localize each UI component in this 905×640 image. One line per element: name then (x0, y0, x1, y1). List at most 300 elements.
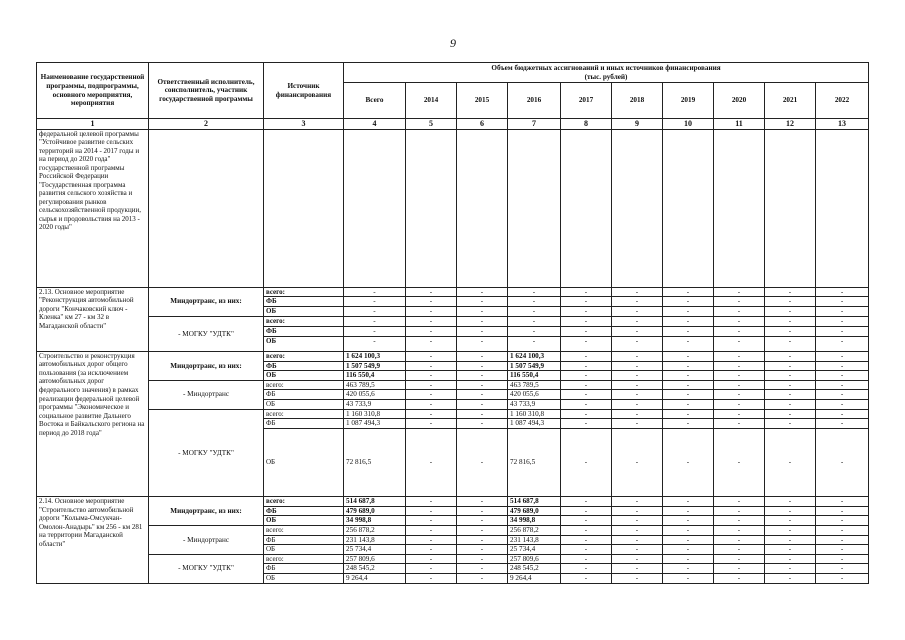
value-total: 248 545,2 (344, 564, 406, 574)
source-type: ОБ (264, 306, 344, 316)
executor-mindortrans: Миндортранс, из них: (149, 497, 264, 526)
empty-value-dash: - (714, 525, 765, 535)
empty-value-dash: - (344, 316, 406, 326)
source-type: всего: (264, 409, 344, 419)
column-number: 1 (37, 119, 149, 130)
column-number: 2 (149, 119, 264, 130)
empty-value-dash: - (344, 287, 406, 297)
header-total: Всего (344, 83, 406, 119)
empty-value-dash: - (765, 361, 816, 371)
header-year: 2017 (561, 83, 612, 119)
empty-value-dash: - (561, 497, 612, 507)
empty-value-dash: - (612, 351, 663, 361)
empty-value-dash: - (714, 371, 765, 381)
header-year: 2018 (612, 83, 663, 119)
executor-mogku-udtk: - МОГКУ "УДТК" (149, 409, 264, 496)
empty-value-dash: - (714, 497, 765, 507)
executor-mindortrans: Миндортранс, из них: (149, 287, 264, 316)
empty-value-dash: - (765, 306, 816, 316)
value-total: 257 809,6 (344, 554, 406, 564)
empty-value-dash: - (457, 564, 508, 574)
empty-value-dash: - (663, 336, 714, 351)
value-total: 420 055,6 (344, 390, 406, 400)
empty-value-dash: - (612, 409, 663, 419)
empty-value-dash: - (765, 287, 816, 297)
empty-value-dash: - (344, 336, 406, 351)
empty-value-dash: - (663, 390, 714, 400)
source-type: всего: (264, 351, 344, 361)
empty-value-dash: - (457, 497, 508, 507)
empty-value-dash: - (406, 409, 457, 419)
column-number: 6 (457, 119, 508, 130)
empty-value-dash: - (765, 400, 816, 410)
empty-value-dash: - (765, 316, 816, 326)
empty-value-dash: - (561, 380, 612, 390)
empty-value-dash: - (561, 419, 612, 429)
header-name: Наименование государственной программы, подпрограммы, основного мероприятия, мероприятия (37, 63, 149, 119)
empty-value-dash: - (457, 390, 508, 400)
empty-value-dash: - (457, 419, 508, 429)
header-source: Источник финансирования (264, 63, 344, 119)
empty-value-dash: - (816, 535, 869, 545)
value-2016: 231 143,8 (508, 535, 561, 545)
empty-value-dash: - (816, 380, 869, 390)
empty-value-dash: - (561, 390, 612, 400)
column-number: 8 (561, 119, 612, 130)
empty-value-dash: - (457, 545, 508, 555)
executor-mogku-udtk: - МОГКУ "УДТК" (149, 554, 264, 583)
empty-value-dash: - (714, 429, 765, 497)
value-total: 72 816,5 (344, 429, 406, 497)
value-2016: 420 055,6 (508, 390, 561, 400)
empty-value-dash: - (406, 390, 457, 400)
empty-value-dash: - (765, 351, 816, 361)
value-total: 256 878,2 (344, 525, 406, 535)
empty-value-dash: - (714, 390, 765, 400)
empty-value-dash: - (714, 326, 765, 336)
empty-value-dash: - (765, 409, 816, 419)
empty-value-dash: - (457, 380, 508, 390)
empty-value-dash: - (612, 525, 663, 535)
value-total: 9 264,4 (344, 574, 406, 584)
source-type: ОБ (264, 371, 344, 381)
empty-value-dash: - (457, 554, 508, 564)
empty-value-dash: - (765, 326, 816, 336)
empty-value-dash: - (612, 535, 663, 545)
empty-value-dash: - (663, 506, 714, 516)
value-total: 1 160 310,8 (344, 409, 406, 419)
value-2016: 257 809,6 (508, 554, 561, 564)
empty-value-dash: - (508, 287, 561, 297)
source-type: ОБ (264, 545, 344, 555)
empty-value-dash: - (663, 297, 714, 307)
source-type: ФБ (264, 297, 344, 307)
empty-value-dash: - (561, 400, 612, 410)
empty-value-dash: - (457, 525, 508, 535)
empty-value-dash: - (765, 525, 816, 535)
empty-value-dash: - (765, 506, 816, 516)
empty-value-dash: - (612, 326, 663, 336)
empty-value-dash: - (765, 371, 816, 381)
source-type: ФБ (264, 361, 344, 371)
empty-value-dash: - (714, 574, 765, 584)
empty-value-dash: - (406, 287, 457, 297)
empty-value-dash: - (816, 336, 869, 351)
empty-value-dash: - (457, 516, 508, 526)
column-number: 10 (663, 119, 714, 130)
empty-value-dash: - (714, 400, 765, 410)
empty-value-dash: - (406, 564, 457, 574)
empty-value-dash: - (816, 400, 869, 410)
empty-value-dash: - (816, 326, 869, 336)
empty-value-dash: - (406, 497, 457, 507)
empty-value-dash: - (612, 545, 663, 555)
empty-value-dash: - (344, 297, 406, 307)
empty-value-dash: - (816, 297, 869, 307)
executor-mogku-udtk: - МОГКУ "УДТК" (149, 316, 264, 351)
empty-value-dash: - (406, 400, 457, 410)
value-2016: 463 789,5 (508, 380, 561, 390)
empty-value-dash: - (816, 506, 869, 516)
empty-value-dash: - (561, 287, 612, 297)
empty-value-dash: - (406, 336, 457, 351)
column-number: 11 (714, 119, 765, 130)
empty-value-dash: - (561, 326, 612, 336)
empty-value-dash: - (663, 306, 714, 316)
empty-value-dash: - (612, 574, 663, 584)
source-type: всего: (264, 525, 344, 535)
empty-value-dash: - (765, 336, 816, 351)
empty-value-dash: - (714, 306, 765, 316)
empty-value-dash: - (457, 351, 508, 361)
empty-value-dash: - (508, 306, 561, 316)
empty-value-dash: - (457, 326, 508, 336)
value-2016: 43 733,9 (508, 400, 561, 410)
empty-value-dash: - (816, 390, 869, 400)
empty-value-dash: - (457, 287, 508, 297)
empty-value-dash: - (561, 574, 612, 584)
header-year: 2021 (765, 83, 816, 119)
empty-value-dash: - (663, 380, 714, 390)
empty-value-dash: - (765, 516, 816, 526)
header-year: 2014 (406, 83, 457, 119)
empty-value-dash: - (508, 297, 561, 307)
empty-value-dash: - (457, 297, 508, 307)
empty-value-dash: - (765, 497, 816, 507)
empty-value-dash: - (561, 297, 612, 307)
empty-value-dash: - (406, 574, 457, 584)
value-total: 1 087 494,3 (344, 419, 406, 429)
empty-value-dash: - (714, 351, 765, 361)
empty-value-dash: - (561, 336, 612, 351)
empty-value-dash: - (765, 419, 816, 429)
value-2016: 1 624 100,3 (508, 351, 561, 361)
empty-value-dash: - (457, 574, 508, 584)
empty-value-dash: - (816, 409, 869, 419)
empty-value-dash: - (561, 361, 612, 371)
page-number: 9 (450, 36, 456, 50)
empty-value-dash: - (765, 564, 816, 574)
empty-value-dash: - (406, 429, 457, 497)
source-type: всего: (264, 380, 344, 390)
empty-value-dash: - (344, 306, 406, 316)
header-year: 2015 (457, 83, 508, 119)
empty-value-dash: - (612, 419, 663, 429)
header-year: 2022 (816, 83, 869, 119)
empty-value-dash: - (406, 554, 457, 564)
m214-name: 2.14. Основное мероприятие "Строительство автомобильной дороги "Колыма-Омсукчан-Омолон-Анадырь" км 256 - км 281 на территории Магаданской области" (37, 497, 149, 584)
empty-value-dash: - (457, 371, 508, 381)
empty-value-dash: - (714, 419, 765, 429)
value-2016: 1 160 310,8 (508, 409, 561, 419)
column-number: 12 (765, 119, 816, 130)
empty-value-dash: - (714, 535, 765, 545)
header-group-title: Объем бюджетных ассигнований и иных источников финансирования (491, 63, 721, 72)
empty-value-dash: - (406, 351, 457, 361)
empty-value-dash: - (816, 316, 869, 326)
empty-value-dash: - (816, 554, 869, 564)
empty-value-dash: - (765, 390, 816, 400)
value-total: 514 687,8 (344, 497, 406, 507)
empty-value-dash: - (714, 287, 765, 297)
empty-value-dash: - (612, 429, 663, 497)
empty-value-dash: - (714, 554, 765, 564)
empty-value-dash: - (765, 429, 816, 497)
empty-value-dash: - (561, 545, 612, 555)
value-total: 463 789,5 (344, 380, 406, 390)
column-number: 4 (344, 119, 406, 130)
value-2016: 479 689,0 (508, 506, 561, 516)
empty-value-dash: - (816, 419, 869, 429)
value-2016: 256 878,2 (508, 525, 561, 535)
source-type: ФБ (264, 326, 344, 336)
empty-value-dash: - (406, 535, 457, 545)
empty-value-dash: - (612, 506, 663, 516)
empty-value-dash: - (663, 287, 714, 297)
header-executor: Ответственный исполнитель, соисполнитель, участник государственной программы (149, 63, 264, 119)
empty-value-dash: - (816, 306, 869, 316)
empty-value-dash: - (765, 535, 816, 545)
empty-value-dash: - (816, 351, 869, 361)
empty-value-dash: - (406, 326, 457, 336)
value-2016: 248 545,2 (508, 564, 561, 574)
empty-value-dash: - (816, 564, 869, 574)
empty-value-dash: - (663, 400, 714, 410)
empty-value-dash: - (561, 564, 612, 574)
empty-value-dash: - (765, 380, 816, 390)
empty-value-dash: - (406, 516, 457, 526)
empty-value-dash: - (612, 497, 663, 507)
empty-value-dash: - (765, 574, 816, 584)
empty-value-dash: - (663, 545, 714, 555)
value-2016: 1 507 549,9 (508, 361, 561, 371)
empty-value-dash: - (561, 409, 612, 419)
empty-value-dash: - (663, 316, 714, 326)
empty-value-dash: - (714, 361, 765, 371)
value-total: 1 624 100,3 (344, 351, 406, 361)
empty-value-dash: - (663, 326, 714, 336)
empty-value-dash: - (714, 516, 765, 526)
empty-value-dash: - (457, 409, 508, 419)
empty-value-dash: - (714, 297, 765, 307)
empty-value-dash: - (663, 361, 714, 371)
source-type: ОБ (264, 574, 344, 584)
empty-value-dash: - (561, 306, 612, 316)
empty-value-dash: - (612, 297, 663, 307)
empty-value-dash: - (714, 564, 765, 574)
value-2016: 116 550,4 (508, 371, 561, 381)
value-2016: 9 264,4 (508, 574, 561, 584)
empty-value-dash: - (663, 564, 714, 574)
source-type: ФБ (264, 419, 344, 429)
continued-program-text: федеральной целевой программы "Устойчивое развитие сельских территорий на 2014 - 2017 годы и на период до 2020 года" государственной программы Российской Федерации "Государственная программа развития сельского хозяйства и регулирования рынков сельскохозяйственной продукции, сырья и продовольствия на 2013 - 2020 годы" (37, 129, 149, 287)
budget-table (36, 62, 869, 584)
source-type: ФБ (264, 390, 344, 400)
build-name: Строительство и реконструкция автомобильных дорог общего пользования (за исключением автомобильных дорог федерального значения) в рамках реализации федеральной целевой программы "Экономическое и социальное развитие Дальнего Востока и Байкальского региона на период до 2018 года" (37, 351, 149, 496)
empty-value-dash: - (663, 371, 714, 381)
empty-value-dash: - (612, 371, 663, 381)
value-total: 25 734,4 (344, 545, 406, 555)
empty-value-dash: - (508, 336, 561, 351)
empty-value-dash: - (406, 545, 457, 555)
header-year: 2019 (663, 83, 714, 119)
executor-mindortrans-sub: - Миндортранс (149, 525, 264, 554)
header-group (344, 63, 869, 83)
empty-value-dash: - (816, 545, 869, 555)
empty-value-dash: - (816, 287, 869, 297)
empty-value-dash: - (816, 574, 869, 584)
empty-value-dash: - (612, 336, 663, 351)
empty-value-dash: - (663, 409, 714, 419)
column-number: 3 (264, 119, 344, 130)
empty-value-dash: - (765, 554, 816, 564)
empty-value-dash: - (406, 297, 457, 307)
empty-value-dash: - (344, 326, 406, 336)
empty-value-dash: - (457, 429, 508, 497)
empty-value-dash: - (457, 316, 508, 326)
empty-value-dash: - (612, 316, 663, 326)
empty-value-dash: - (561, 525, 612, 535)
empty-value-dash: - (816, 429, 869, 497)
empty-value-dash: - (612, 516, 663, 526)
empty-value-dash: - (612, 306, 663, 316)
empty-value-dash: - (612, 554, 663, 564)
empty-value-dash: - (714, 545, 765, 555)
empty-value-dash: - (561, 516, 612, 526)
empty-value-dash: - (816, 525, 869, 535)
empty-value-dash: - (508, 326, 561, 336)
empty-value-dash: - (406, 361, 457, 371)
empty-value-dash: - (612, 287, 663, 297)
column-number: 7 (508, 119, 561, 130)
empty-value-dash: - (612, 390, 663, 400)
empty-value-dash: - (561, 429, 612, 497)
empty-value-dash: - (457, 336, 508, 351)
empty-value-dash: - (816, 516, 869, 526)
source-type: ОБ (264, 429, 344, 497)
empty-value-dash: - (406, 316, 457, 326)
source-type: всего: (264, 287, 344, 297)
empty-value-dash: - (714, 336, 765, 351)
empty-value-dash: - (663, 525, 714, 535)
empty-value-dash: - (765, 545, 816, 555)
value-2016: 514 687,8 (508, 497, 561, 507)
measure-2-13-name: 2.13. Основное мероприятие "Реконструкция автомобильной дороги "Кончаковский ключ - Кленка" км 27 - км 32 в Магаданской области" (37, 287, 149, 351)
empty-value-dash: - (561, 506, 612, 516)
header-group-unit: (тыс. рублей) (584, 72, 628, 81)
value-total: 43 733,9 (344, 400, 406, 410)
value-total: 231 143,8 (344, 535, 406, 545)
empty-value-dash: - (508, 316, 561, 326)
value-total: 479 689,0 (344, 506, 406, 516)
empty-value-dash: - (714, 409, 765, 419)
value-2016: 25 734,4 (508, 545, 561, 555)
empty-value-dash: - (816, 361, 869, 371)
value-2016: 1 087 494,3 (508, 419, 561, 429)
empty-value-dash: - (663, 516, 714, 526)
empty-value-dash: - (561, 371, 612, 381)
empty-value-dash: - (406, 306, 457, 316)
source-type: ОБ (264, 516, 344, 526)
empty-value-dash: - (816, 497, 869, 507)
empty-value-dash: - (612, 564, 663, 574)
value-total: 1 507 549,9 (344, 361, 406, 371)
source-type: всего: (264, 554, 344, 564)
empty-value-dash: - (457, 361, 508, 371)
column-number: 13 (816, 119, 869, 130)
empty-value-dash: - (663, 351, 714, 361)
empty-value-dash: - (714, 380, 765, 390)
empty-value-dash: - (457, 535, 508, 545)
empty-value-dash: - (765, 297, 816, 307)
empty-value-dash: - (663, 497, 714, 507)
column-number: 9 (612, 119, 663, 130)
empty-value-dash: - (612, 400, 663, 410)
empty-value-dash: - (561, 535, 612, 545)
value-2016: 72 816,5 (508, 429, 561, 497)
header-year: 2016 (508, 83, 561, 119)
value-total: 116 550,4 (344, 371, 406, 381)
value-2016: 34 998,8 (508, 516, 561, 526)
empty-value-dash: - (406, 371, 457, 381)
empty-value-dash: - (714, 316, 765, 326)
source-type: ФБ (264, 506, 344, 516)
empty-value-dash: - (816, 371, 869, 381)
value-total: 34 998,8 (344, 516, 406, 526)
empty-value-dash: - (457, 400, 508, 410)
empty-value-dash: - (406, 380, 457, 390)
empty-value-dash: - (663, 429, 714, 497)
empty-value-dash: - (561, 554, 612, 564)
empty-value-dash: - (406, 419, 457, 429)
empty-value-dash: - (663, 554, 714, 564)
source-type: всего: (264, 497, 344, 507)
empty-value-dash: - (612, 380, 663, 390)
executor-mindortrans: Миндортранс, из них: (149, 351, 264, 380)
source-type: ФБ (264, 564, 344, 574)
empty-value-dash: - (663, 574, 714, 584)
empty-value-dash: - (663, 535, 714, 545)
empty-value-dash: - (457, 506, 508, 516)
empty-value-dash: - (561, 351, 612, 361)
empty-value-dash: - (406, 506, 457, 516)
empty-value-dash: - (663, 419, 714, 429)
source-type: всего: (264, 316, 344, 326)
empty-value-dash: - (561, 316, 612, 326)
empty-value-dash: - (612, 361, 663, 371)
empty-value-dash: - (714, 506, 765, 516)
source-type: ФБ (264, 535, 344, 545)
